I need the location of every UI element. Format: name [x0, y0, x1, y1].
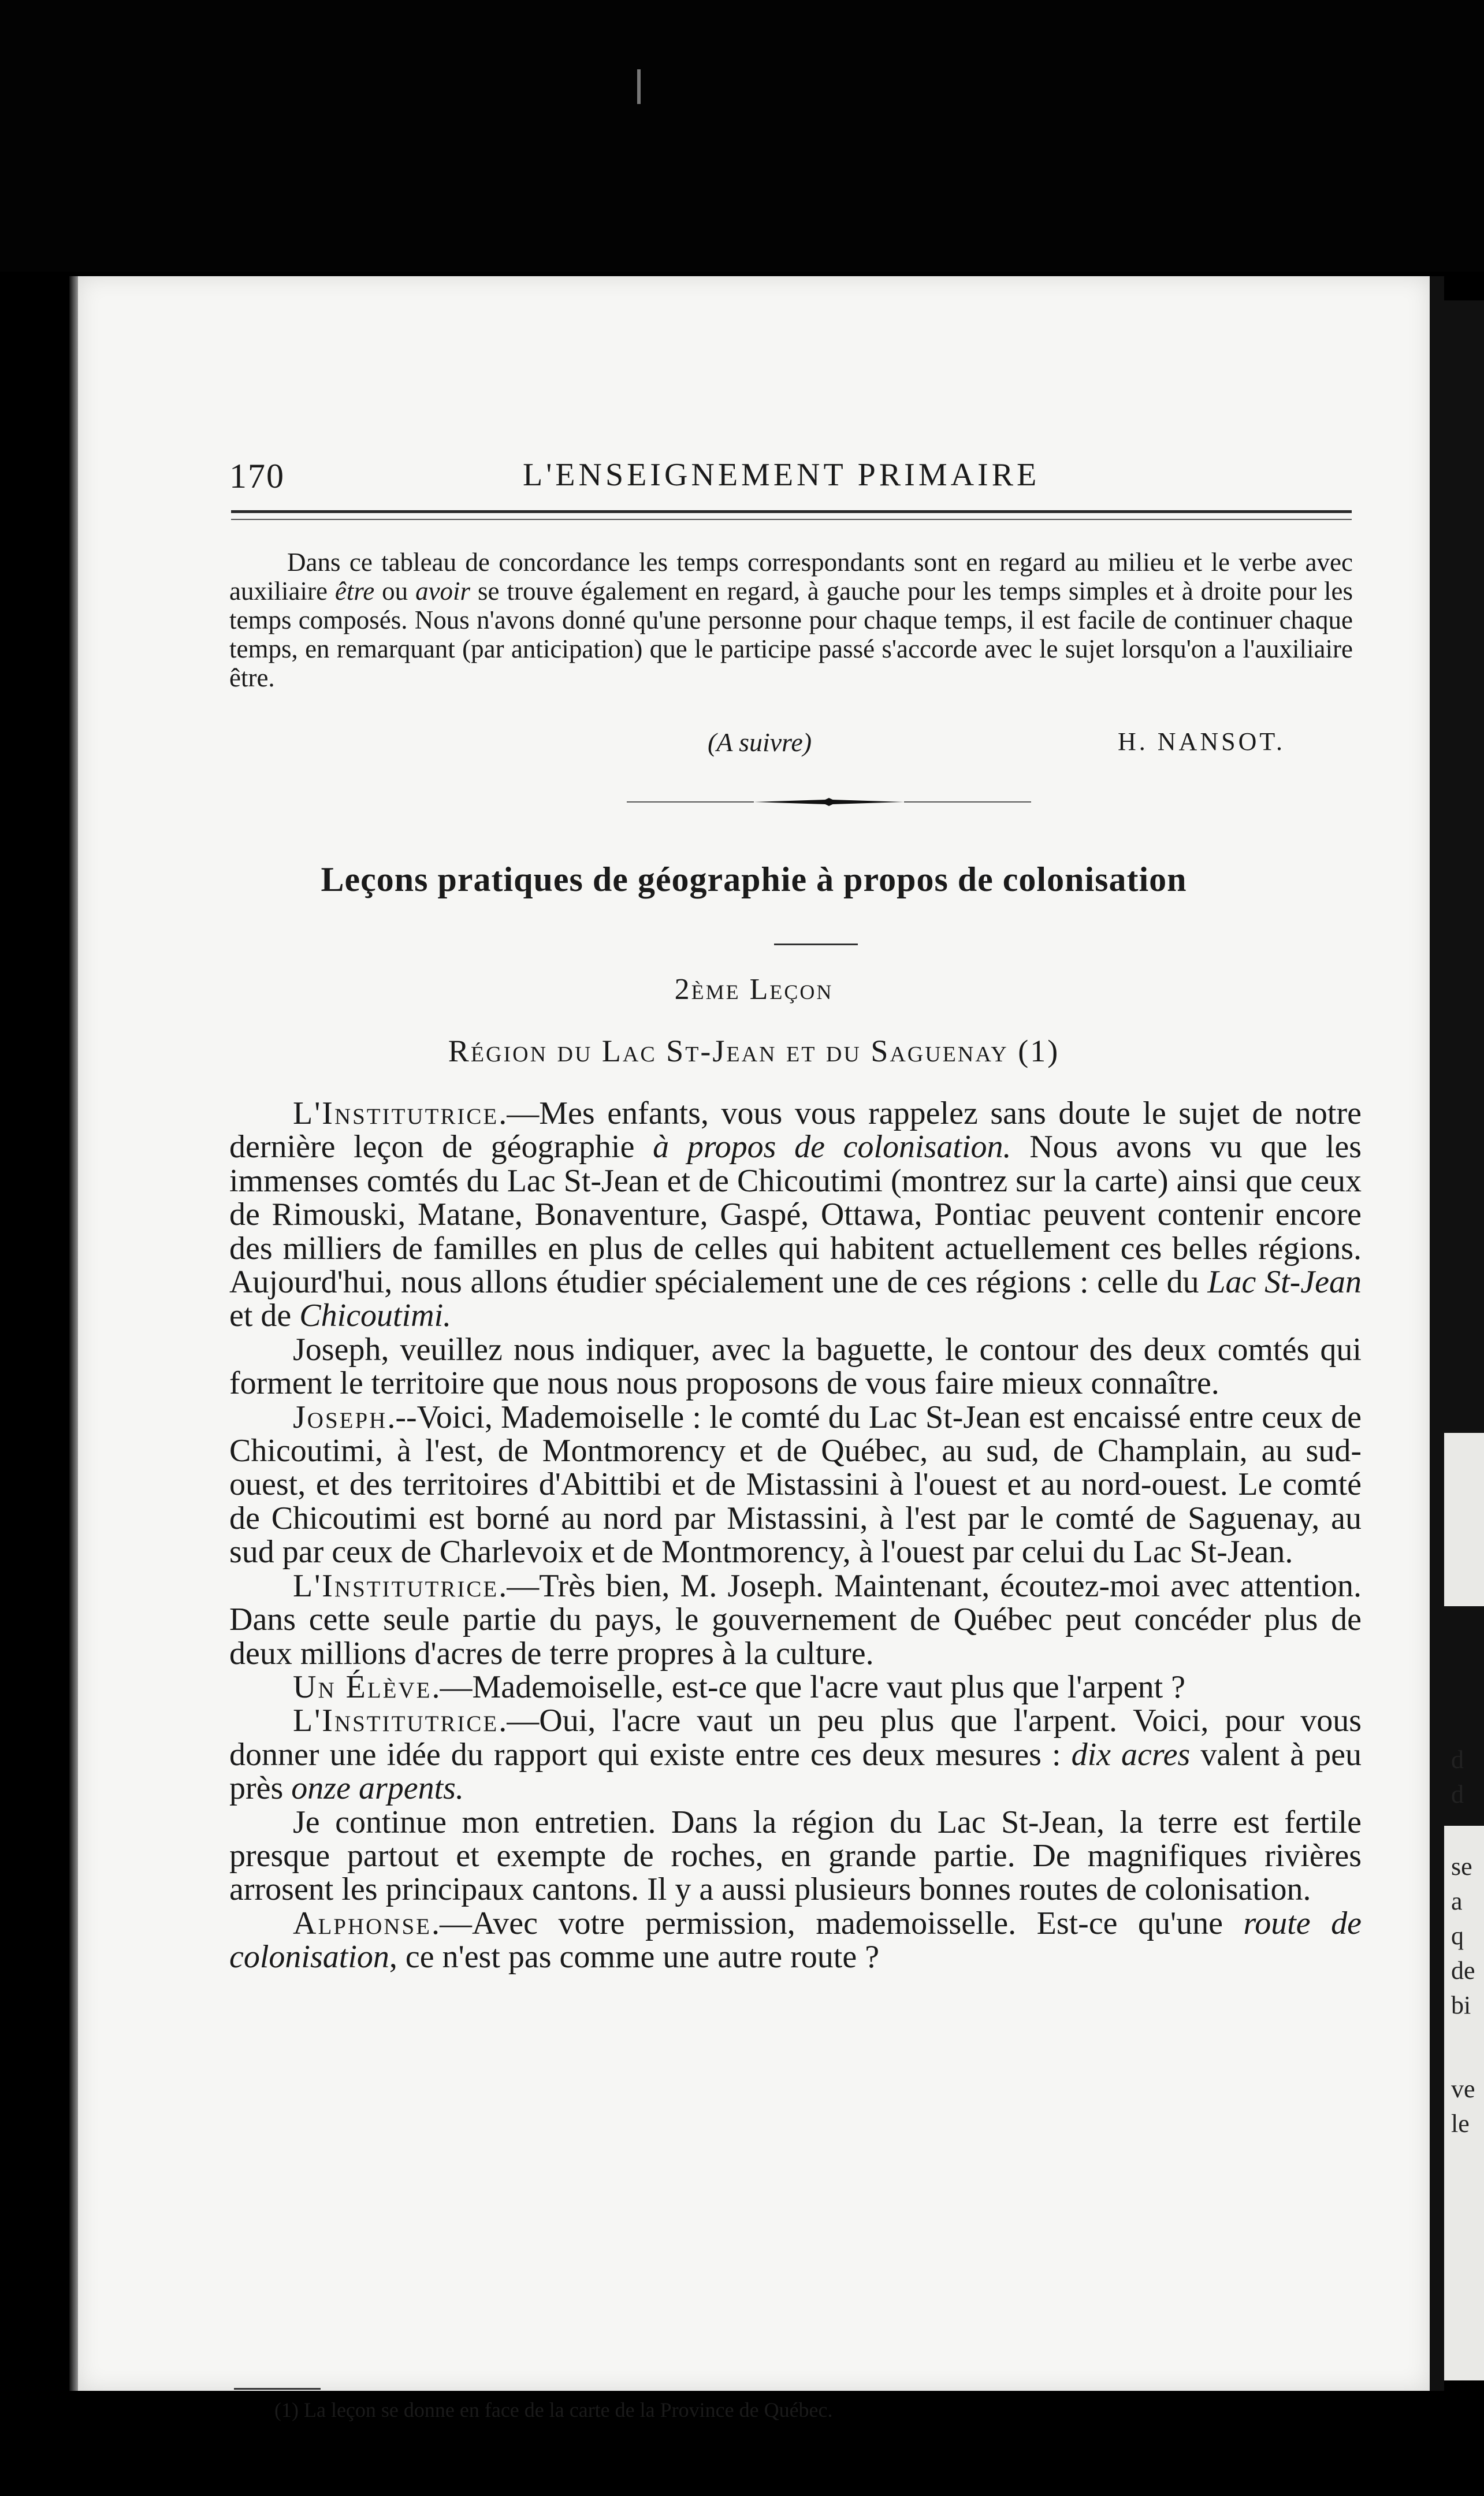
- speaker-name: L'Institutrice: [293, 1703, 499, 1739]
- author-signature: H. NANSOT.: [1118, 727, 1285, 756]
- speaker-name: Un Élève: [293, 1669, 432, 1705]
- adjacent-page-fragment: a: [1451, 1887, 1463, 1915]
- book-page: [78, 276, 1430, 2421]
- speaker-name: Joseph: [293, 1399, 388, 1435]
- adjacent-page-fragment: bi: [1451, 1991, 1471, 2019]
- adjacent-page-shadow: [1444, 1606, 1484, 1826]
- speaker-name: L'Institutrice: [293, 1568, 499, 1604]
- speaker-name: L'Institutrice: [293, 1095, 499, 1131]
- dialogue-paragraph: L'Institutrice.—Oui, l'acre vaut un peu plus que l'arpent. Voici, pour vous donner une idée du rapport qui existe entre ces deux mesures : dix acres valent à peu près onze arpents.: [229, 1703, 1362, 1807]
- page-edge-shadow: [69, 276, 79, 2391]
- book-gutter: [1430, 276, 1444, 2391]
- dialogue-paragraph: L'Institutrice.—Mes enfants, vous vous rappelez sans doute le sujet de notre dernière leçon de géographie à propos de colonisation. Nous avons vu que les immenses comtés du Lac St-Jean et de Chicoutimi (montrez sur la carte) ainsi que ceux de Rimouski, Matane, Bonaventure, Gaspé, Ottawa, Pontiac peuvent contenir encore des milliers de familles en plus de celles qui habitent actuellement ces belles régions. Aujourd'hui, nous allons étudier spécialement une de ces régions : celle du Lac St-Jean et de Chicoutimi.: [229, 1095, 1362, 1334]
- title-rule: [774, 944, 858, 945]
- adjacent-page-shadow: [1444, 300, 1484, 1433]
- header-rule-thin: [231, 519, 1352, 520]
- header-rule: [231, 510, 1352, 513]
- running-title: L'ENSEIGNEMENT PRIMAIRE: [523, 457, 1040, 493]
- lesson-body: [229, 1097, 1362, 1974]
- to-be-continued: (A suivre): [708, 727, 812, 757]
- footnote: (1) La leçon se donne en face de la carte de la Province de Québec.: [274, 2398, 833, 2421]
- adjacent-page-fragment: de: [1451, 1956, 1475, 1985]
- paragraph: Joseph, veuillez nous indiquer, avec la baguette, le contour des deux comtés qui forment le territoire que nous nous proposons de vous faire mieux connaître.: [229, 1331, 1362, 1402]
- dialogue-paragraph: Joseph.--Voici, Mademoiselle : le comté du Lac St-Jean est encaissé entre ceux de Chicoutimi, à l'est, de Montmorency et de Québec, au sud, de Champlain, au sud-ouest, et des territoires d'Abittibi et de Mistassini à l'ouest et au nord-ouest. Le comté de Chicoutimi est borné au nord par Mistassini, à l'est par le comté de Saguenay, au sud par ceux de Charlevoix et de Montmorency, à l'ouest par celui du Lac St-Jean.: [229, 1399, 1362, 1570]
- paragraph: Je continue mon entretien. Dans la région du Lac St-Jean, la terre est fertile presque partout et exempte de roches, en grande partie. De magnifiques rivières arrosent les principaux cantons. Il y a aussi plusieurs bonnes routes de colonisation.: [229, 1804, 1362, 1908]
- adjacent-page-fragment: se: [1451, 1852, 1472, 1881]
- page-number: 170: [229, 457, 285, 495]
- adjacent-page-edge: [1444, 300, 1484, 2380]
- adjacent-page-fragment: d: [1451, 1780, 1464, 1808]
- film-border-top: [0, 0, 1484, 272]
- adjacent-page-fragment: d: [1451, 1745, 1464, 1774]
- lesson-region-heading: Région du Lac St-Jean et du Saguenay (1): [448, 1034, 1060, 1068]
- section-title: Leçons pratiques de géographie à propos de colonisation: [321, 860, 1187, 898]
- section-ornament: [627, 796, 1031, 808]
- running-head: [78, 456, 1430, 503]
- dialogue-paragraph: L'Institutrice.—Très bien, M. Joseph. Maintenant, écoutez-moi avec attention. Dans cette seule partie du pays, le gouvernement de Québec peut concéder plus de deux millions d'acres de terre propres à la culture.: [229, 1568, 1362, 1672]
- adjacent-page-fragment: ve: [1451, 2075, 1475, 2103]
- lesson-number: 2ème Leçon: [674, 973, 834, 1006]
- previous-article-paragraph: Dans ce tableau de concordance les temps correspondants sont en regard au milieu et le verbe avec auxiliaire être ou avoir se trouve également en regard, à gauche pour les temps simples et à droite pour les temps composés. Nous n'avons donné qu'une personne pour chaque temps, il est facile de continuer chaque temps, en remarquant (par anticipation) que le participe passé s'accorde avec le sujet lorsqu'on a l'auxiliaire être.: [229, 548, 1353, 692]
- footnote-rule: [234, 2388, 321, 2390]
- speaker-name: Alphonse: [293, 1905, 432, 1941]
- adjacent-page-fragment: q: [1451, 1922, 1464, 1950]
- film-scratch: [637, 69, 641, 104]
- dialogue-paragraph: Alphonse.—Avec votre permission, mademoisselle. Est-ce qu'une route de colonisation, ce n'est pas comme une autre route ?: [229, 1905, 1362, 1975]
- dialogue-paragraph: Un Élève.—Mademoiselle, est-ce que l'acre vaut plus que l'arpent ?: [293, 1669, 1186, 1705]
- adjacent-page-fragment: le: [1451, 2109, 1470, 2138]
